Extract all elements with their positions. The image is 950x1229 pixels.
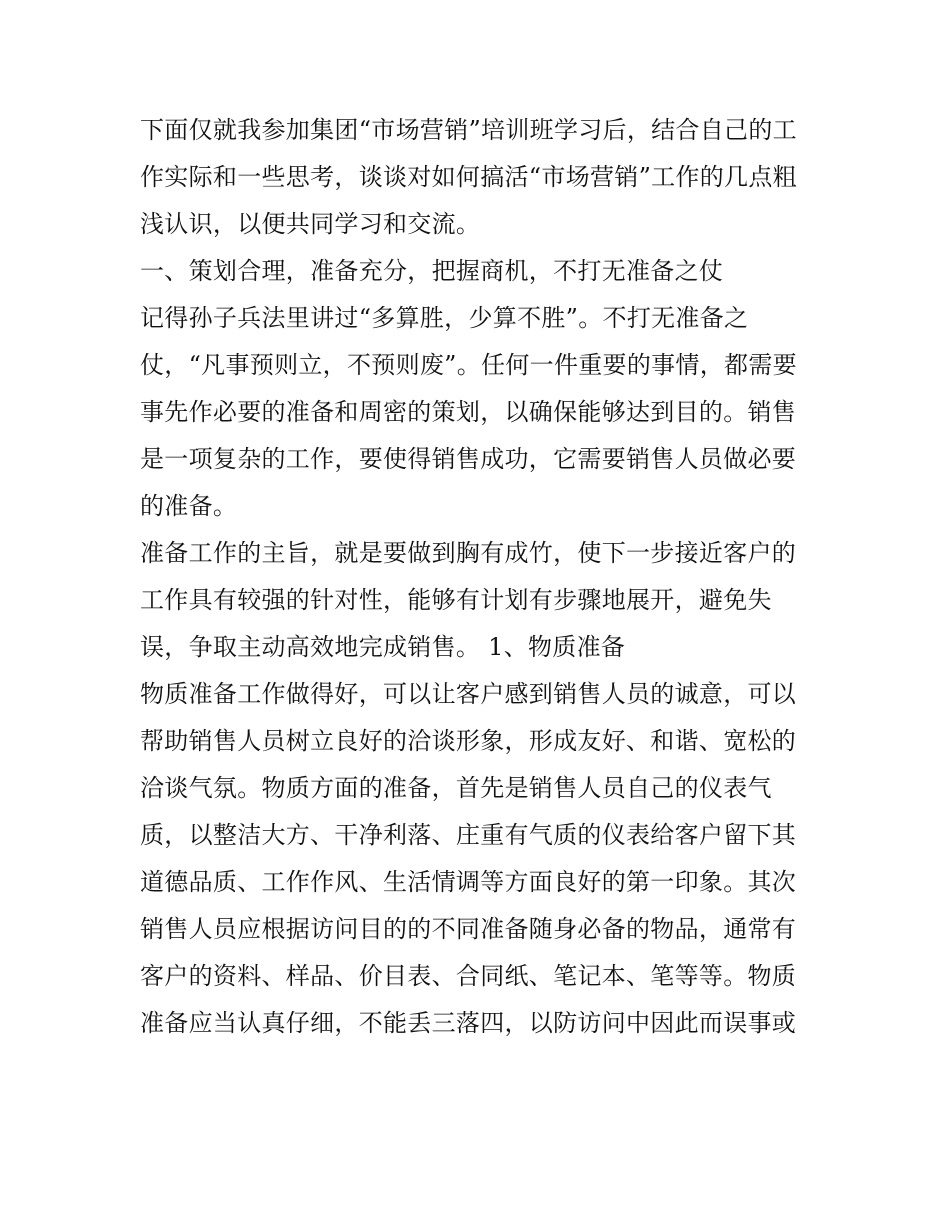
text-line: 误，争取主动高效地完成销售。 1、物质准备	[140, 633, 626, 661]
text-line: 准备应当认真仔细，不能丢三落四，以防访问中因此而误事或	[140, 1009, 797, 1037]
text-line: 帮助销售人员树立良好的洽谈形象，形成友好、和谐、宽松的	[140, 727, 797, 755]
text-line: 浅认识，以便共同学习和交流。	[140, 210, 481, 238]
text-line: 准备工作的主旨，就是要做到胸有成竹，使下一步接近客户的	[140, 539, 797, 567]
text-line: 质，以整洁大方、干净利落、庄重有气质的仪表给客户留下其	[140, 821, 797, 849]
text-line: 记得孙子兵法里讲过“多算胜，少算不胜”。不打无准备之	[140, 304, 749, 332]
text-line: 销售人员应根据访问目的的不同准备随身必备的物品，通常有	[140, 915, 797, 943]
text-line: 的准备。	[140, 492, 238, 520]
text-line: 工作具有较强的针对性，能够有计划有步骤地展开，避免失	[140, 586, 772, 614]
text-line: 事先作必要的准备和周密的策划，以确保能够达到目的。销售	[140, 398, 797, 426]
text-line: 是一项复杂的工作，要使得销售成功，它需要销售人员做必要	[140, 445, 797, 473]
text-line: 下面仅就我参加集团“市场营销”培训班学习后，结合自己的工	[140, 116, 797, 144]
text-line: 作实际和一些思考，谈谈对如何搞活“市场营销”工作的几点粗	[140, 163, 797, 191]
body-text	[140, 107, 830, 1047]
text-line: 客户的资料、样品、价目表、合同纸、笔记本、笔等等。物质	[140, 962, 797, 990]
section-heading: 一、策划合理，准备充分，把握商机，不打无准备之仗	[140, 257, 724, 285]
text-line: 物质准备工作做得好，可以让客户感到销售人员的诚意，可以	[140, 680, 797, 708]
text-line: 道德品质、工作作风、生活情调等方面良好的第一印象。其次	[140, 868, 797, 896]
text-line: 洽谈气氛。物质方面的准备，首先是销售人员自己的仪表气	[140, 774, 772, 802]
text-line: 仗，“凡事预则立，不预则废”。任何一件重要的事情，都需要	[140, 351, 797, 379]
